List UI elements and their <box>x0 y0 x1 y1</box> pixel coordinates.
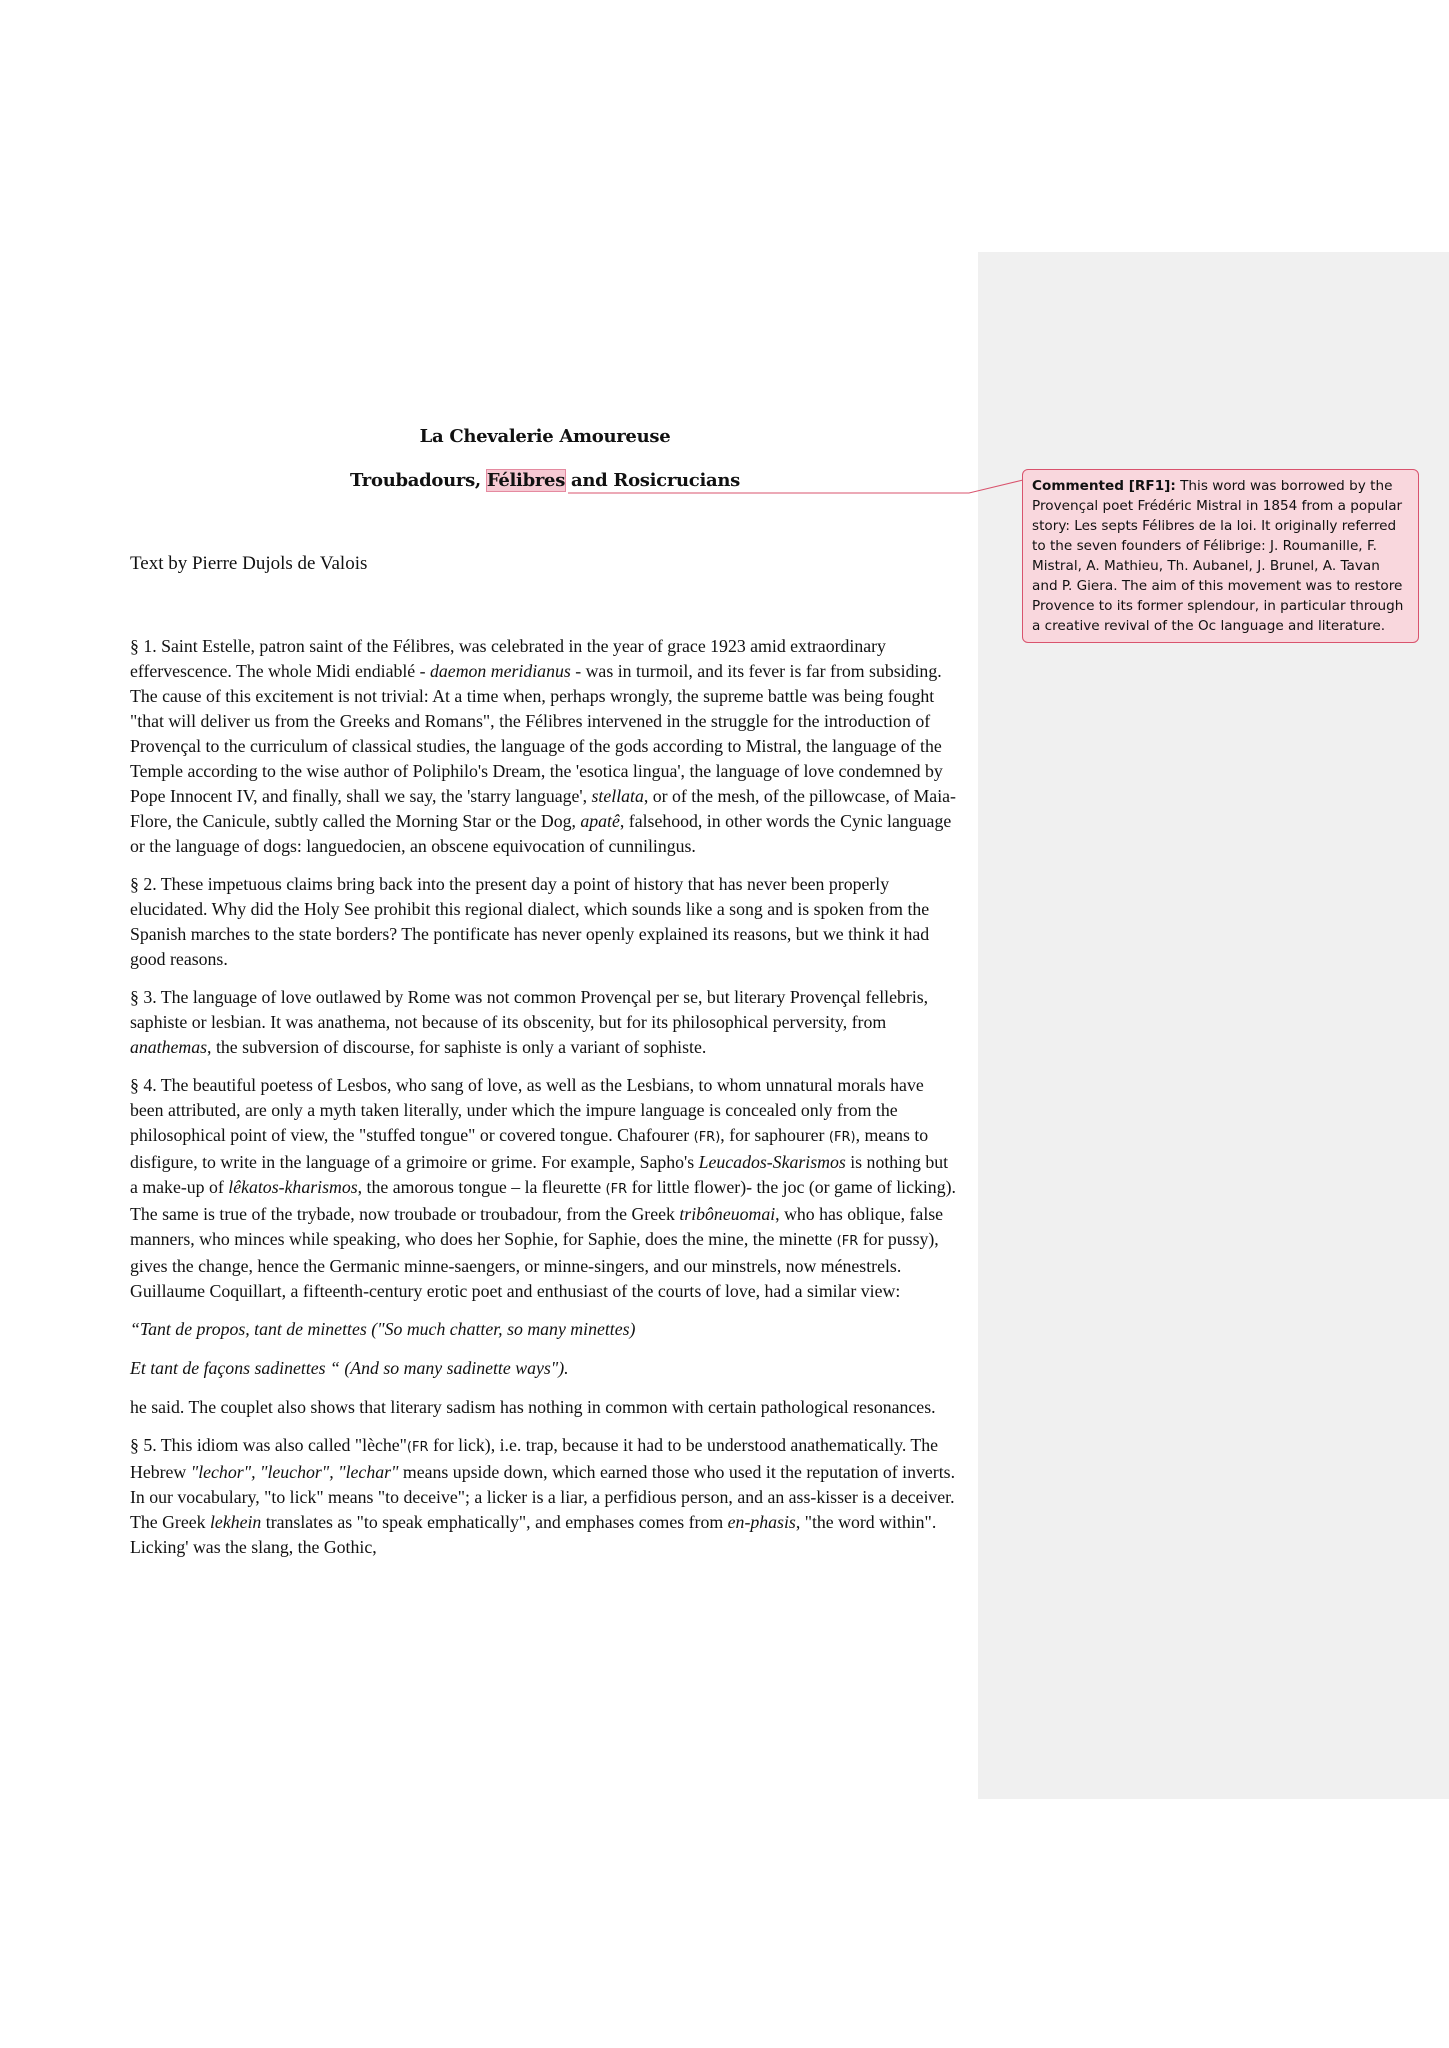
verse-line-2: Et tant de façons sadinettes “ (And so many sadinette ways"). <box>130 1358 569 1378</box>
byline: Text by Pierre Dujols de Valois <box>130 553 368 574</box>
document-subtitle <box>130 470 960 491</box>
document-body <box>130 634 960 1573</box>
comment-text: This word was borrowed by the Provençal poet Frédéric Mistral in 1854 from a popular story: Les septs Félibres de la loi. It originally referred to the seven founders of Félibrige: J. Roumanille, F. Mistral, A. Mathieu, Th. Aubanel, J. Brunel, A. Tavan and P. Giera. The aim of this movement was to restore Provence to its former splendour, in particular through a creative revival of the Oc language and literature. <box>1032 478 1404 634</box>
paragraph-1: § 1. Saint Estelle, patron saint of the Félibres, was celebrated in the year of grace 1923 amid extraordinary effervescence. The whole Midi endiablé - daemon meridianus - was in turmoil, and its fever is far from subsiding. The cause of this excitement is not trivial: At a time when, perhaps wrongly, the supreme battle was being fought "that will deliver us from the Greeks and Romans", the Félibres intervened in the struggle for the introduction of Provençal to the curriculum of classical studies, the language of the gods according to Mistral, the language of the Temple according to the wise author of Poliphilo's Dream, the 'esotica lingua', the language of love condemned by Pope Innocent IV, and finally, shall we say, the 'starry language', stellata, or of the mesh, of the pillowcase, of Maia-Flore, the Canicule, subtly called the Morning Star or the Dog, apatê, falsehood, in other words the Cynic language or the language of dogs: languedocien, an obscene equivocation of cunnilingus. <box>130 636 956 856</box>
paragraph-5: § 5. This idiom was also called "lèche"(FR for lick), i.e. trap, because it had to be understood anathematically. The Hebrew "lechor", "leuchor", "lechar" means upside down, which earned those who used it the reputation of inverts. In our vocabulary, "to lick" means "to deceive"; a licker is a liar, a perfidious person, and an ass-kisser is a deceiver. The Greek lekhein translates as "to speak emphatically", and emphases comes from en-phasis, "the word within". Licking' was the slang, the Gothic, <box>130 1435 956 1557</box>
subtitle-part: Troubadours, <box>350 470 487 491</box>
comment-balloon[interactable] <box>1022 469 1419 643</box>
paragraph-4: § 4. The beautiful poetess of Lesbos, who sang of love, as well as the Lesbians, to whom unnatural morals have been attributed, are only a myth taken literally, under which the impure language is concealed only from the philosophical point of view, the "stuffed tongue" or covered tongue. Chafourer (FR), for saphourer (FR), means to disfigure, to write in the language of a grimoire or grime. For example, Sapho's Leucados-Skarismos is nothing but a make-up of lêkatos-kharismos, the amorous tongue – la fleurette (FR for little flower)- the joc (or game of licking). The same is true of the trybade, now troubade or troubadour, from the Greek tribôneuomai, who has oblique, false manners, who minces while speaking, who does her Sophie, for Saphie, does the mine, the minette (FR for pussy), gives the change, hence the Germanic minne-saengers, or minne-singers, and our minstrels, now ménestrels. Guillaume Coquillart, a fifteenth-century erotic poet and enthusiast of the courts of love, had a similar view: <box>130 1075 956 1301</box>
subtitle-part: and Rosicrucians <box>565 470 740 491</box>
paragraph-after-verse: he said. The couplet also shows that literary sadism has nothing in common with certain pathological resonances. <box>130 1397 936 1417</box>
verse-line-1: “Tant de propos, tant de minettes ("So much chatter, so many minettes) <box>130 1319 636 1339</box>
comment-label: Commented [RF1]: <box>1032 478 1176 494</box>
paragraph-2: § 2. These impetuous claims bring back into the present day a point of history that has never been properly elucidated. Why did the Holy See prohibit this regional dialect, which sounds like a song and is spoken from the Spanish marches to the state borders? The pontificate has never openly explained its reasons, but we think it had good reasons. <box>130 874 930 969</box>
commented-word-felibres[interactable]: Félibres <box>486 470 566 491</box>
paragraph-3: § 3. The language of love outlawed by Rome was not common Provençal per se, but literary Provençal fellebris, saphiste or lesbian. It was anathema, not because of its obscenity, but for its philosophical perversity, from anathemas, the subversion of discourse, for saphiste is only a variant of sophiste. <box>130 987 929 1057</box>
document-title: La Chevalerie Amoureuse <box>419 426 671 447</box>
